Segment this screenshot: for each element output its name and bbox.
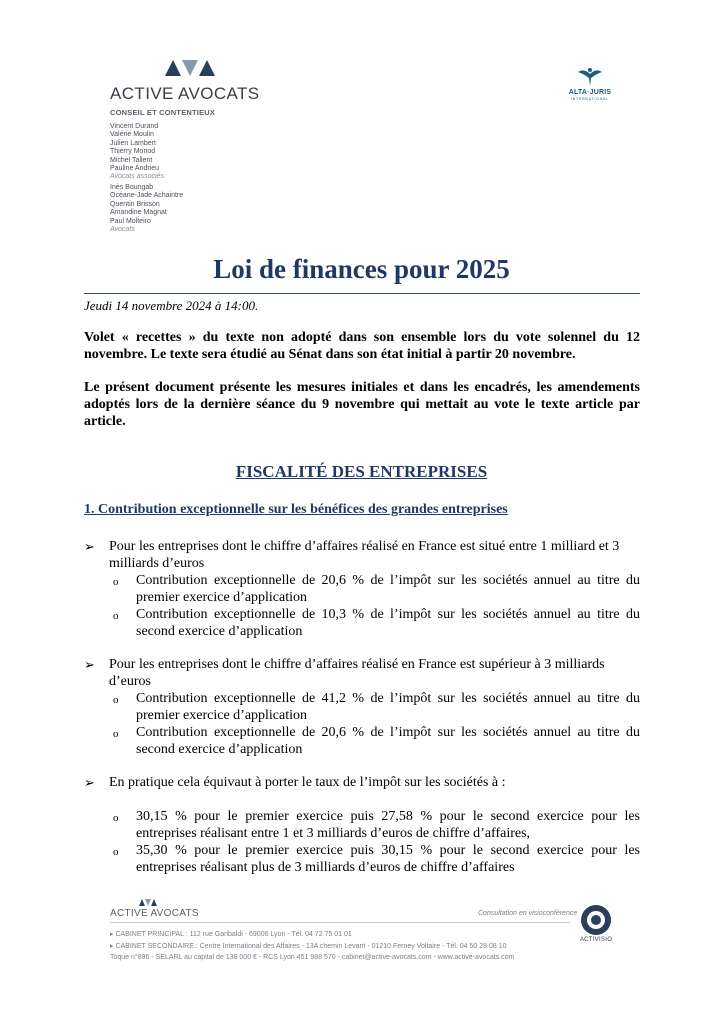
bullet-text: En pratique cela équivaut à porter le taux de l’impôt sur les sociétés à :: [109, 775, 506, 790]
footer-secondary-office: ▸ CABINET SECONDAIRE : Centre International des Affaires - 13A chemin Levant - 01210 Ferney Voltaire - Tél. 04 50 28 08 10: [110, 943, 507, 950]
sub-item: [113, 842, 640, 876]
bullet-text: Pour les entreprises dont le chiffre d’affaires réalisé en France est supérieur à 3 milliards d’euros: [109, 657, 605, 689]
firm-subtitle: CONSEIL ET CONTENTIEUX: [110, 108, 216, 117]
partner-name: Thierry Monod: [110, 148, 156, 156]
document-title: Loi de finances pour 2025: [213, 254, 510, 284]
network-subtitle: INTERNATIONAL: [570, 97, 610, 101]
footer-firm-name: ACTIVE AVOCATS: [110, 908, 199, 919]
partners-role: Avocats associés: [110, 173, 164, 181]
consultation-label: Consultation en visioconférence: [478, 910, 578, 917]
sub-item-text: Contribution exceptionnelle de 20,6 % de l’impôt sur les sociétés annuel au titre du premier exercice d’application: [136, 573, 640, 605]
associate-name: Inès Boungab: [110, 184, 154, 191]
footer-divider: [110, 922, 570, 923]
sub-item-text: Contribution exceptionnelle de 20,6 % de l’impôt sur les sociétés annuel au titre du second exercice d’application: [136, 725, 640, 757]
sub-item: [113, 808, 640, 842]
circle-bullet-icon: o: [113, 610, 119, 622]
document-date: Jeudi 14 novembre 2024 à 14:00.: [84, 298, 259, 313]
firm-name: ACTIVE AVOCATS: [110, 84, 260, 103]
associate-name: Amandine Magnat: [110, 209, 167, 217]
sub-item: [113, 690, 640, 724]
circle-bullet-icon: o: [113, 812, 119, 824]
activisio-logo-icon: [580, 904, 612, 936]
footer-legal-info: Toque n°896 - SELARL au capital de 138 000 € - RCS Lyon 451 988 570 - cabinet@active-avocats.com - www.active-avocats.com: [110, 954, 515, 961]
subsection-title: 1. Contribution exceptionnelle sur les bénéfices des grandes entreprises: [84, 502, 508, 517]
title-divider: [84, 293, 640, 294]
section-title: FISCALITÉ DES ENTREPRISES: [235, 462, 488, 481]
arrow-bullet-icon: ➢: [84, 657, 95, 672]
sub-item: [113, 572, 640, 606]
bullet-item: [84, 774, 640, 791]
circle-bullet-icon: o: [113, 846, 119, 858]
footer-main-office: ▸ CABINET PRINCIPAL : 112 rue Garibaldi - 69006 Lyon - Tél. 04 72 75 01 01: [110, 931, 352, 938]
associates-role: Avocats: [110, 226, 135, 234]
intro-paragraph-1: Volet « recettes » du texte non adopté dans son ensemble lors du vote solennel du 12 novembre. Le texte sera étudié au Sénat dans son état initial à partir 20 novembre.: [84, 330, 640, 362]
firm-logo-icon: [165, 60, 215, 76]
partner-name: Julien Lambert: [110, 139, 156, 147]
sub-item: [113, 606, 640, 640]
partners-list: [110, 123, 164, 182]
sub-item-text: 35,30 % pour le premier exercice puis 30,15 % pour le second exercice pour les entreprises réalisant plus de 3 milliards d’euros de chiffre d’affaires: [136, 843, 640, 875]
circle-bullet-icon: o: [113, 728, 119, 740]
sub-item-text: 30,15 % pour le premier exercice puis 27,58 % pour le second exercice pour les entreprises réalisant entre 1 et 3 milliards d’euros de chiffre d’affaires,: [136, 809, 640, 841]
associate-name: Océane-Jade Achaintre: [110, 192, 184, 200]
bullet-item: [84, 656, 640, 690]
partner-name: Valérie Moulin: [110, 131, 154, 139]
associates-list: [110, 184, 183, 234]
sub-item-text: Contribution exceptionnelle de 41,2 % de l’impôt sur les sociétés annuel au titre du premier exercice d’application: [136, 691, 640, 723]
bullet-item: [84, 538, 640, 572]
sub-item-text: Contribution exceptionnelle de 10,3 % de l’impôt sur les sociétés annuel au titre du second exercice d’application: [136, 607, 640, 639]
partner-name: Michel Tallent: [110, 156, 153, 164]
associate-name: Paul Molteiro: [110, 217, 151, 225]
partner-name: Vincent Durand: [110, 123, 159, 130]
associate-name: Quentin Brisson: [110, 200, 160, 208]
footer-logo-icon: [139, 899, 157, 906]
sub-item: [113, 724, 640, 758]
circle-bullet-icon: o: [113, 694, 119, 706]
network-name: ALTA·JURIS: [568, 89, 612, 96]
circle-bullet-icon: o: [113, 576, 119, 588]
activisio-label: ACTIVISIO: [579, 937, 613, 943]
bullet-text: Pour les entreprises dont le chiffre d’affaires réalisé en France est situé entre 1 milliard et 3 milliards d’euros: [109, 539, 620, 571]
arrow-bullet-icon: ➢: [84, 539, 95, 554]
arrow-bullet-icon: ➢: [84, 775, 95, 790]
partner-name: Pauline Andrieu: [110, 165, 160, 173]
intro-paragraph-2: Le présent document présente les mesures initiales et dans les encadrés, les amendements adoptés lors de la dernière séance du 9 novembre qui mettait au vote le texte article par article.: [84, 380, 640, 429]
